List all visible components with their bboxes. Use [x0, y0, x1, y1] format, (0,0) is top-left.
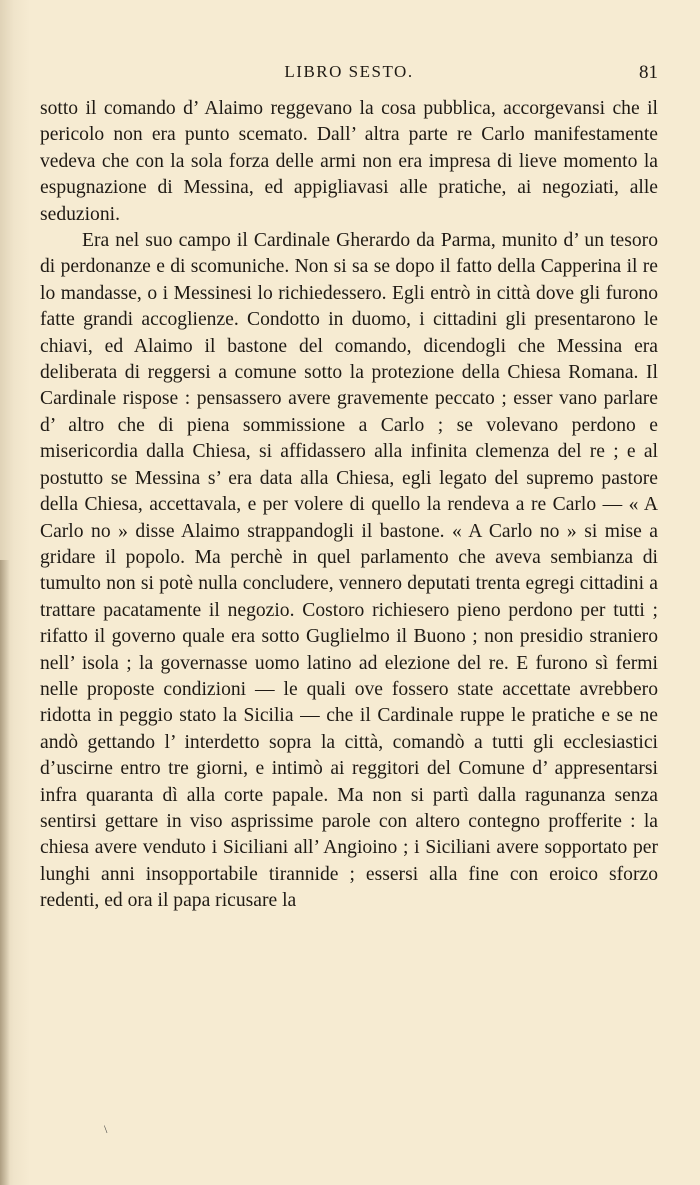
- paragraph-continuation: sotto il comando d’ Alaimo reggevano la cosa pubblica, accorgevansi che il pericolo non era punto scemato. Dall’ altra parte re Carlo manifestamente vedeva che con la sola forza delle armi non era impresa di lieve momento la espugnazione di Messina, ed appigliavasi alle pratiche, ai negoziati, alle seduzioni.: [40, 98, 658, 225]
- page-number: 81: [639, 62, 658, 83]
- ink-mark: \: [104, 1122, 108, 1136]
- running-title: LIBRO SESTO.: [284, 62, 414, 81]
- page-edge-shadow: [0, 560, 10, 1185]
- page-header: [40, 62, 658, 86]
- paragraph: Era nel suo campo il Cardinale Gherardo da Parma, munito d’ un tesoro di perdonanze e di scomuniche. Non si sa se dopo il fatto della Capperina il re lo mandasse, o i Messinesi lo richiedessero. Egli entrò in città dove gli furono fatte grandi accoglienze. Condotto in duomo, i cittadini gli presentarono le chiavi, ed Alaimo il bastone del comando, dicendogli che Messina era deliberata di reggersi a comune sotto la protezione della Chiesa Romana. Il Cardinale rispose : pensassero avere gravemente peccato ; esser vano parlare d’ altro che di piena sommissione a Carlo ; se volevano perdono e misericordia dalla Chiesa, si affidassero alla infinita clemenza del re ; e al postutto se Messina s’ era data alla Chiesa, egli legato del supremo pastore della Chiesa, accettavala, e per volere di quello la rendeva a re Carlo — « A Carlo no » disse Alaimo strappandogli il bastone. « A Carlo no » si mise a gridare il popolo. Ma perchè in quel parlamento che aveva sembianza di tumulto non si potè nulla concludere, vennero deputati trenta egregi cittadini a trattare pacatamente il negozio. Costoro richiesero pieno perdono per tutti ; rifatto il governo quale era sotto Guglielmo il Buono ; non presidio straniero nell’ isola ; la governasse uomo latino ad elezione del re. E furono sì fermi nelle proposte condizioni — le quali ove fossero state accettate avrebbero ridotta in peggio stato la Sicilia — che il Cardinale ruppe le pratiche e se ne andò gettando l’ interdetto sopra la città, comandò a tutti gli ecclesiastici d’uscirne entro tre giorni, e intimò ai reggitori del Comune d’ appresentarsi infra quaranta dì alla corte papale. Ma non si partì dalla ragunanza senza sentirsi gettare in viso asprissime parole con altero contegno profferite : la chiesa avere venduto i Siciliani all’ Angioino ; i Siciliani avere sopportato per lunghi anni insopportabile tirannide ; essersi alla fine con eroico sforzo redenti, ed ora il papa ricusare la: [40, 230, 658, 912]
- body-text: [40, 96, 658, 915]
